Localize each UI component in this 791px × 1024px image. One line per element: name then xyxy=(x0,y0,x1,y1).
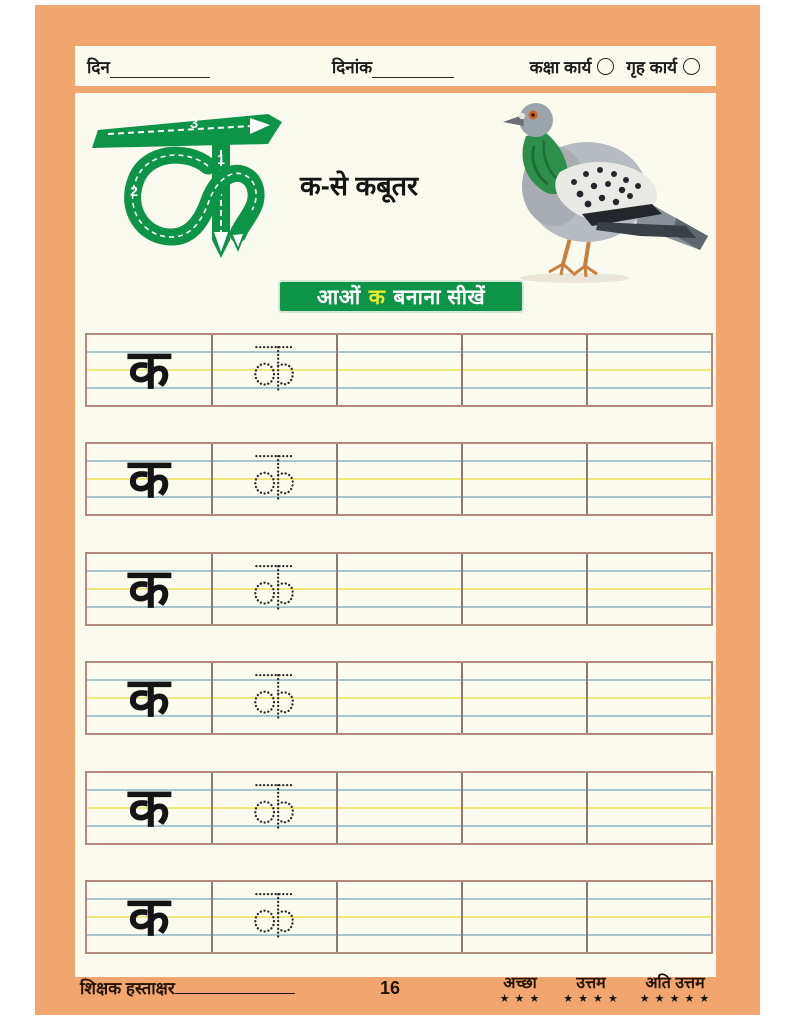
stroke-number-3: 3 xyxy=(189,115,199,132)
day-writein-line xyxy=(110,63,210,78)
star-icons: ★ ★ ★ xyxy=(499,993,541,1006)
model-letter: क xyxy=(128,778,170,838)
teacher-signature-field xyxy=(80,976,295,999)
signature-writein-line xyxy=(175,979,295,994)
pigeon-head xyxy=(519,103,553,137)
homework-label: गृह कार्य xyxy=(626,57,677,77)
stroke-order-letter xyxy=(90,104,290,274)
practice-banner xyxy=(278,280,524,313)
banner-suffix: बनाना सीखें xyxy=(393,285,486,309)
trace-letter xyxy=(211,773,337,843)
model-letter: क xyxy=(128,887,170,947)
signature-label: शिक्षक हस्ताक्षर xyxy=(80,979,175,998)
practice-row-6 xyxy=(85,880,713,954)
header-strip xyxy=(75,46,716,86)
banner-prefix: आओं xyxy=(316,285,361,309)
stroke-number-2: 2 xyxy=(130,183,138,199)
day-field xyxy=(87,55,210,78)
date-field xyxy=(332,55,454,78)
date-label: दिनांक xyxy=(331,57,373,77)
trace-letter xyxy=(211,335,337,405)
rating-excellent: उत्तम ★ ★ ★ ★ xyxy=(556,974,626,1005)
classwork-label: कक्षा कार्य xyxy=(529,57,592,77)
practice-row-1 xyxy=(85,333,713,407)
date-writein-line xyxy=(372,63,454,78)
trace-letter xyxy=(211,663,337,733)
rating-good: अच्छा ★ ★ ★ xyxy=(488,974,552,1005)
trace-letter xyxy=(211,554,337,624)
rating-outstanding: अति उत्तम ★ ★ ★ ★ ★ xyxy=(630,974,720,1005)
trace-letter xyxy=(211,444,337,514)
work-type-options xyxy=(530,55,704,78)
homework-circle xyxy=(683,58,700,75)
pigeon-cere xyxy=(519,113,525,119)
practice-row-3 xyxy=(85,552,713,626)
stroke-number-1: 1 xyxy=(217,151,225,167)
practice-row-4 xyxy=(85,661,713,735)
practice-row-2 xyxy=(85,442,713,516)
trace-letter xyxy=(211,882,337,952)
letter-loop xyxy=(133,155,256,237)
banner-letter: क xyxy=(368,285,386,309)
pigeon-image xyxy=(490,86,716,290)
model-letter: क xyxy=(128,668,170,728)
day-label: दिन xyxy=(87,57,110,77)
rating-scale xyxy=(488,974,720,1005)
lesson-caption: क-से कबूतर xyxy=(300,171,419,201)
star-icons: ★ ★ ★ ★ xyxy=(563,993,619,1006)
star-icons: ★ ★ ★ ★ ★ xyxy=(639,993,711,1006)
model-letter: क xyxy=(128,449,170,509)
model-letter: क xyxy=(128,559,170,619)
page-number: 16 xyxy=(379,978,401,998)
practice-row-5 xyxy=(85,771,713,845)
pigeon-legs xyxy=(563,238,589,266)
classwork-circle xyxy=(597,58,614,75)
model-letter: क xyxy=(128,340,170,400)
